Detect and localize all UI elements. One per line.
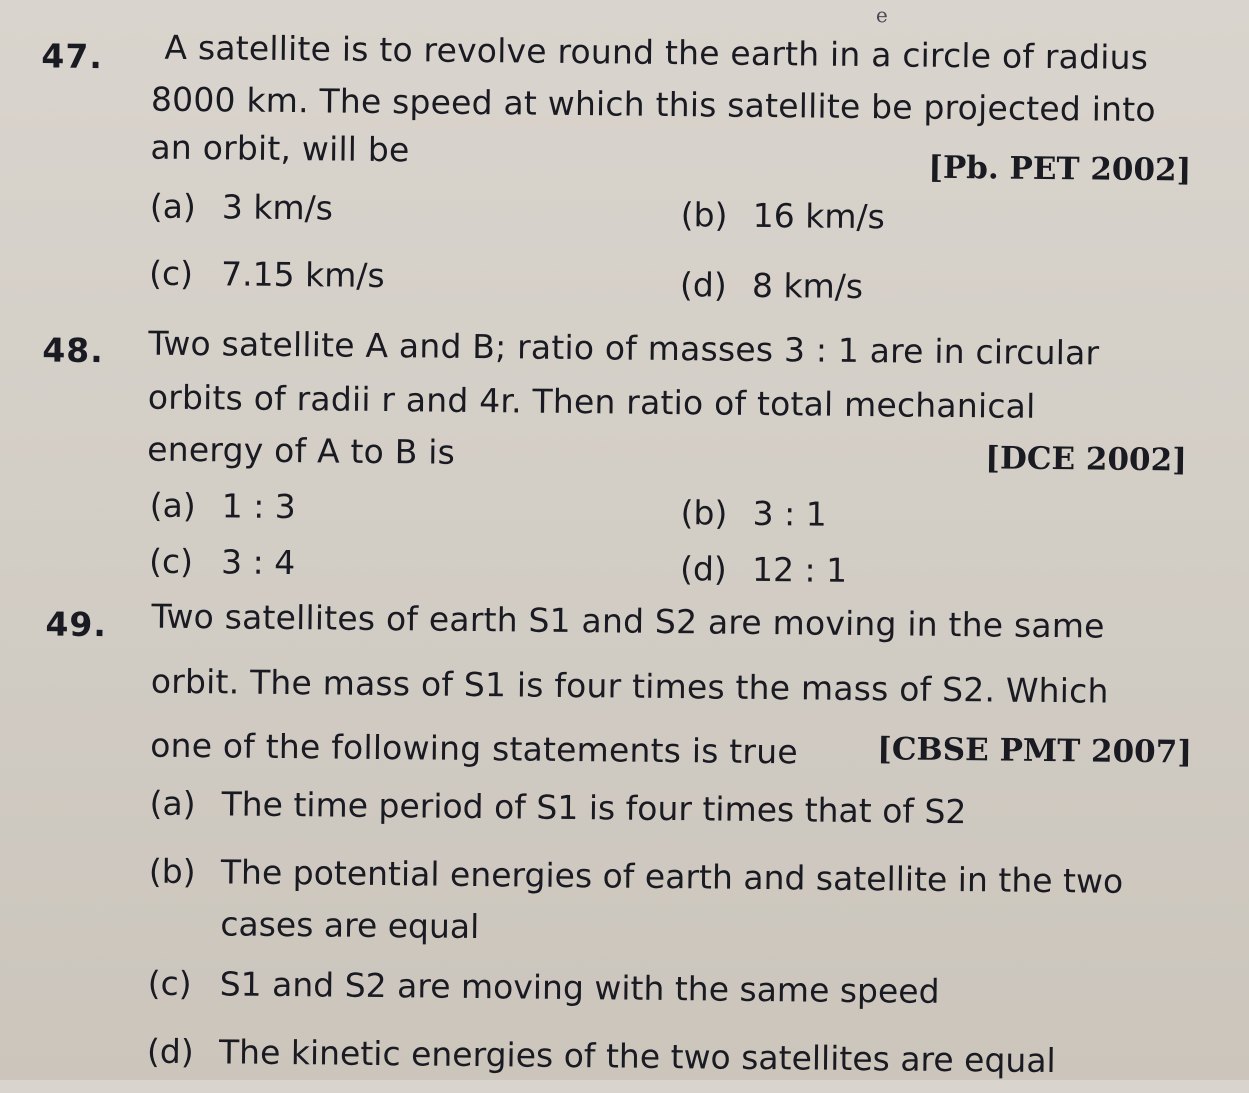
option-label: (c) xyxy=(147,963,192,1004)
option-text: 1 : 3 xyxy=(221,486,297,527)
option-label: (a) xyxy=(149,783,196,824)
exam-reference: [Pb. PET 2002] xyxy=(928,149,1192,189)
option-label: (b) xyxy=(148,851,196,892)
option-label: (d) xyxy=(679,265,727,305)
option-label: (a) xyxy=(149,186,197,227)
option-text: 16 km/s xyxy=(752,195,886,237)
option-text: The potential energies of earth and satellite in the two xyxy=(220,852,1124,901)
option-a xyxy=(150,187,333,228)
question-47 xyxy=(0,0,1249,307)
option-label: (b) xyxy=(680,195,728,235)
option-b xyxy=(681,195,885,236)
option-a xyxy=(149,784,966,832)
option-b xyxy=(680,493,826,534)
option-b xyxy=(149,852,1124,901)
option-b-continuation: cases are equal xyxy=(220,904,480,947)
question-number: 47. xyxy=(41,36,104,77)
exam-reference: [CBSE PMT 2007] xyxy=(877,731,1193,771)
option-text: 12 : 1 xyxy=(751,549,848,590)
exam-reference: [DCE 2002] xyxy=(985,440,1188,479)
option-label: (d) xyxy=(146,1031,194,1072)
option-c xyxy=(148,964,940,1011)
option-d xyxy=(147,1032,1056,1081)
option-text: 3 : 1 xyxy=(752,493,827,534)
option-text: The time period of S1 is four times that of S2 xyxy=(221,784,967,832)
question-number: 49. xyxy=(45,604,108,645)
option-label: (c) xyxy=(148,253,194,294)
option-c xyxy=(149,254,385,295)
question-text-line: A satellite is to revolve round the earth in a circle of radius xyxy=(164,27,1149,78)
option-text: 3 : 4 xyxy=(220,542,296,583)
question-text-line: one of the following statements is true xyxy=(150,725,799,772)
question-text-line: an orbit, will be xyxy=(150,127,410,170)
option-text: 7.15 km/s xyxy=(220,254,385,296)
option-label: (d) xyxy=(679,549,727,589)
question-text-line: Two satellite A and B; ratio of masses 3 : 1 are in circular xyxy=(148,323,1100,373)
option-d xyxy=(680,265,863,306)
question-text-line: energy of A to B is xyxy=(147,429,456,472)
option-c xyxy=(149,542,295,583)
option-d xyxy=(680,549,847,590)
question-text-line: orbit. The mass of S1 is four times the mass of S2. Which xyxy=(150,661,1109,711)
option-text: 8 km/s xyxy=(751,265,864,307)
option-text: S1 and S2 are moving with the same speed xyxy=(219,964,940,1011)
question-number: 48. xyxy=(42,330,105,371)
option-label: (c) xyxy=(148,541,194,582)
option-text: The kinetic energies of the two satellites are equal xyxy=(218,1032,1056,1081)
option-label: (a) xyxy=(149,485,196,526)
question-text-line: Two satellites of earth S1 and S2 are moving in the same xyxy=(151,596,1105,646)
top-mark: e xyxy=(875,3,888,28)
question-text-line: orbits of radii r and 4r. Then ratio of total mechanical xyxy=(147,377,1036,426)
option-text: 3 km/s xyxy=(221,187,334,228)
option-a xyxy=(150,486,296,527)
question-text-line: 8000 km. The speed at which this satellite be projected into xyxy=(150,79,1156,130)
option-label: (b) xyxy=(680,493,728,533)
